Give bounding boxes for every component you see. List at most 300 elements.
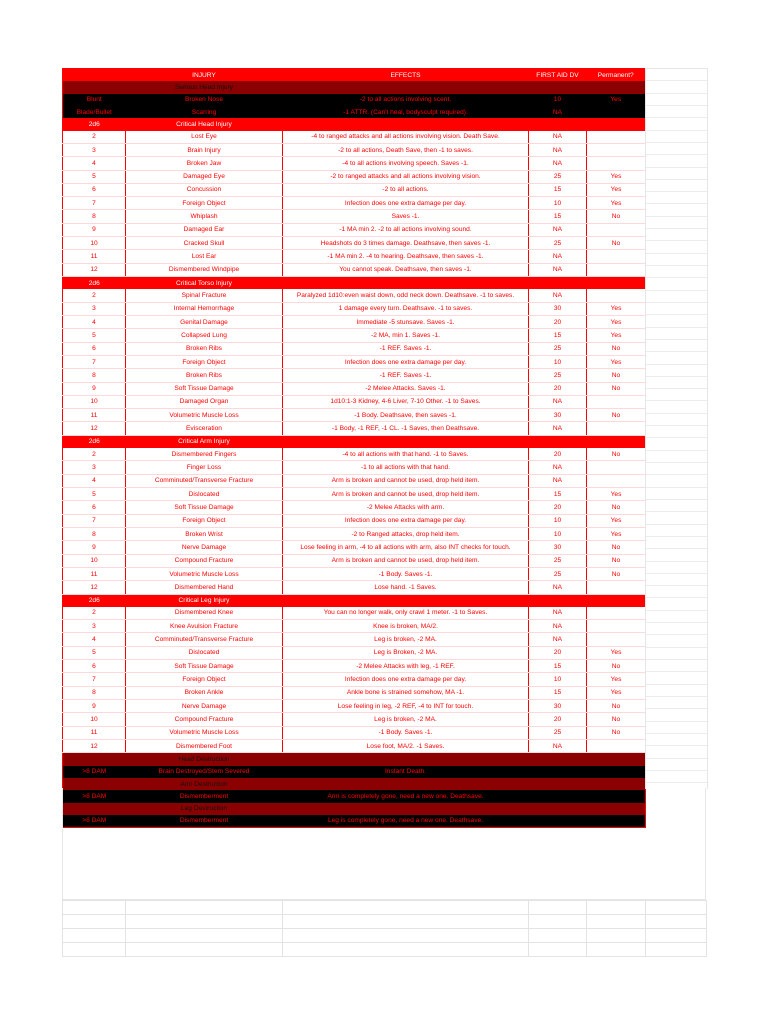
table-row xyxy=(63,183,646,196)
first-aid-cell: 10 xyxy=(529,514,587,527)
section-header-row xyxy=(63,435,646,448)
first-aid-cell: 20 xyxy=(529,501,587,514)
first-aid-cell xyxy=(529,753,587,766)
effects-cell: Headshots do 3 times damage. Deathsave, then saves -1. xyxy=(283,237,529,250)
grid-cell xyxy=(646,648,707,660)
injury-cell: Damaged Organ xyxy=(126,395,283,408)
grid-cell xyxy=(646,118,707,130)
effects-cell: -2 to all actions involving scent. xyxy=(283,94,529,106)
table-row xyxy=(63,223,646,236)
grid-cell xyxy=(646,488,707,500)
first-aid-cell: 15 xyxy=(529,660,587,673)
permanent-cell xyxy=(587,395,646,408)
effects-cell: Lose feeling in leg, -2 REF, -4 to INT for touch. xyxy=(283,700,529,713)
grid-cell xyxy=(646,426,707,438)
permanent-cell: Yes xyxy=(587,183,646,196)
permanent-cell: Yes xyxy=(587,673,646,686)
injury-cell: Spinal Fracture xyxy=(126,289,283,302)
subsection-row xyxy=(63,753,646,766)
empty-spreadsheet-area xyxy=(62,788,706,900)
table-row xyxy=(63,448,646,461)
grid-cell xyxy=(646,598,707,610)
roll-cell: 12 xyxy=(63,581,126,594)
injury-cell: Critical Head Injury xyxy=(126,118,283,130)
effects-cell: Instant Death. xyxy=(283,766,529,778)
grid-cell xyxy=(646,328,707,340)
grid-cell xyxy=(646,685,707,697)
roll-cell: 3 xyxy=(63,143,126,156)
first-aid-cell: 30 xyxy=(529,409,587,422)
permanent-cell: Yes xyxy=(587,355,646,368)
permanent-cell: No xyxy=(587,700,646,713)
injury-cell: Collapsed Lung xyxy=(126,329,283,342)
effects-cell: -2 MA, min 1. Saves -1. xyxy=(283,329,529,342)
roll-cell: 8 xyxy=(63,369,126,382)
injury-cell: Serious Head Injury xyxy=(126,81,283,93)
injury-cell: Soft Tissue Damage xyxy=(126,660,283,673)
permanent-cell: Yes xyxy=(587,315,646,328)
roll-cell: 5 xyxy=(63,488,126,501)
grid-cell xyxy=(646,438,707,450)
grid-cell xyxy=(646,81,707,93)
roll-cell: 5 xyxy=(63,329,126,342)
permanent-cell xyxy=(587,581,646,594)
permanent-cell: No xyxy=(587,660,646,673)
injury-cell: Scarring xyxy=(126,106,283,118)
permanent-cell xyxy=(587,81,646,93)
permanent-cell: Yes xyxy=(587,302,646,315)
effects-cell: Leg is Broken, -2 MA. xyxy=(283,646,529,659)
first-aid-cell: 30 xyxy=(529,541,587,554)
effects-cell: -1 MA min 2. -2 to all actions involving sound. xyxy=(283,223,529,236)
injury-cell: Dislocated xyxy=(126,488,283,501)
permanent-cell xyxy=(587,607,646,620)
section-header-row xyxy=(63,277,646,290)
permanent-cell xyxy=(587,435,646,448)
permanent-cell xyxy=(587,594,646,607)
table-row xyxy=(63,527,646,540)
header-permanent: Permanent? xyxy=(587,69,646,82)
injury-cell: Brain Destroyed/Stem Severed xyxy=(126,766,283,778)
roll-cell: 9 xyxy=(63,700,126,713)
permanent-cell xyxy=(587,620,646,633)
grid-cell xyxy=(646,635,707,647)
damage-row xyxy=(63,106,646,118)
injury-cell: Dislocated xyxy=(126,646,283,659)
first-aid-cell: 25 xyxy=(529,726,587,739)
roll-cell: 2d6 xyxy=(63,594,126,607)
grid-cell xyxy=(646,315,707,327)
effects-cell: You can no longer walk, only crawl 1 meter. -1 to Saves. xyxy=(283,607,529,620)
first-aid-cell: 20 xyxy=(529,448,587,461)
roll-cell: 4 xyxy=(63,157,126,170)
table-row xyxy=(63,197,646,210)
first-aid-cell: 25 xyxy=(529,237,587,250)
permanent-cell: No xyxy=(587,501,646,514)
first-aid-cell: 10 xyxy=(529,673,587,686)
injury-cell: Dismembered Windpipe xyxy=(126,263,283,276)
injury-cell: Internal Hemorrhage xyxy=(126,302,283,315)
effects-cell: -1 ATTR. (Can't heal, bodysculpt required). xyxy=(283,106,529,118)
roll-cell: 9 xyxy=(63,541,126,554)
first-aid-cell: NA xyxy=(529,422,587,435)
effects-cell: Leg is broken, -2 MA. xyxy=(283,713,529,726)
table-row xyxy=(63,422,646,435)
roll-cell: 2 xyxy=(63,448,126,461)
roll-cell: 8 xyxy=(63,210,126,223)
first-aid-cell: 15 xyxy=(529,183,587,196)
roll-cell: 2d6 xyxy=(63,435,126,448)
permanent-cell: No xyxy=(587,342,646,355)
first-aid-cell: NA xyxy=(529,143,587,156)
effects-cell: -2 Melee Attacks. Saves -1. xyxy=(283,382,529,395)
roll-cell: 11 xyxy=(63,409,126,422)
grid-cell xyxy=(646,611,707,623)
injury-cell: Dismembered Hand xyxy=(126,581,283,594)
table-row xyxy=(63,131,646,144)
effects-cell xyxy=(283,118,529,130)
table-row xyxy=(63,726,646,739)
first-aid-cell: 30 xyxy=(529,700,587,713)
first-aid-cell: NA xyxy=(529,581,587,594)
effects-cell: -2 to all actions. xyxy=(283,183,529,196)
header-effects: EFFECTS xyxy=(283,69,529,82)
first-aid-cell: 25 xyxy=(529,554,587,567)
injury-cell: Head Destruction xyxy=(126,753,283,766)
permanent-cell: No xyxy=(587,713,646,726)
grid-cell xyxy=(646,463,707,475)
grid-cell xyxy=(646,746,707,758)
grid-cell xyxy=(646,94,707,106)
injury-cell: Nerve Damage xyxy=(126,700,283,713)
permanent-cell: No xyxy=(587,210,646,223)
first-aid-cell: NA xyxy=(529,131,587,144)
grid-cell xyxy=(646,709,707,721)
first-aid-cell: NA xyxy=(529,106,587,118)
permanent-cell xyxy=(587,422,646,435)
effects-cell: Leg is completely gone, need a new one. Deathsave. xyxy=(283,815,529,828)
injury-cell: Broken Ribs xyxy=(126,369,283,382)
effects-cell: Infection does one extra damage per day. xyxy=(283,197,529,210)
effects-cell: Infection does one extra damage per day. xyxy=(283,673,529,686)
first-aid-cell: 10 xyxy=(529,355,587,368)
first-aid-cell xyxy=(529,594,587,607)
injury-cell: Broken Ankle xyxy=(126,686,283,699)
first-aid-cell: 15 xyxy=(529,329,587,342)
injury-cell: Broken Wrist xyxy=(126,527,283,540)
injury-cell: Dismembered Foot xyxy=(126,739,283,752)
effects-cell: -2 Melee Attacks with arm. xyxy=(283,501,529,514)
permanent-cell xyxy=(587,118,646,130)
grid-cell xyxy=(646,155,707,167)
injury-cell: Dismemberment xyxy=(126,815,283,828)
grid-cell xyxy=(646,722,707,734)
first-aid-cell: NA xyxy=(529,739,587,752)
injury-cell: Volumetric Muscle Loss xyxy=(126,567,283,580)
roll-cell: 7 xyxy=(63,197,126,210)
grid-cell xyxy=(646,500,707,512)
grid-cell xyxy=(646,340,707,352)
first-aid-cell: NA xyxy=(529,461,587,474)
effects-cell: -4 to ranged attacks and all actions involving vision. Death Save. xyxy=(283,131,529,144)
roll-cell: 7 xyxy=(63,514,126,527)
effects-cell: Lose hand. -1 Saves. xyxy=(283,581,529,594)
injury-cell: Foreign Object xyxy=(126,197,283,210)
first-aid-cell: 20 xyxy=(529,315,587,328)
grid-cell xyxy=(646,131,707,143)
injury-cell: Cracked Skull xyxy=(126,237,283,250)
table-row xyxy=(63,369,646,382)
effects-cell: Infection does one extra damage per day. xyxy=(283,514,529,527)
permanent-cell: Yes xyxy=(587,197,646,210)
injury-cell: Foreign Object xyxy=(126,673,283,686)
roll-cell: 12 xyxy=(63,422,126,435)
permanent-cell: No xyxy=(587,541,646,554)
grid-cell xyxy=(646,623,707,635)
grid-cell xyxy=(646,759,707,771)
damage-row xyxy=(63,766,646,778)
first-aid-cell: 10 xyxy=(529,527,587,540)
injury-cell: Evisceration xyxy=(126,422,283,435)
table-row xyxy=(63,237,646,250)
injury-cell: Knee Avulsion Fracture xyxy=(126,620,283,633)
table-row xyxy=(63,660,646,673)
permanent-cell: No xyxy=(587,409,646,422)
permanent-cell xyxy=(587,143,646,156)
roll-cell: 4 xyxy=(63,633,126,646)
permanent-cell: No xyxy=(587,237,646,250)
permanent-cell xyxy=(587,277,646,290)
permanent-cell xyxy=(587,461,646,474)
first-aid-cell xyxy=(529,81,587,93)
first-aid-cell xyxy=(529,118,587,130)
table-row xyxy=(63,395,646,408)
table-row xyxy=(63,250,646,263)
table-row xyxy=(63,382,646,395)
injury-cell: Brain Injury xyxy=(126,143,283,156)
first-aid-cell: 15 xyxy=(529,210,587,223)
table-row xyxy=(63,289,646,302)
permanent-cell: Yes xyxy=(587,527,646,540)
permanent-cell xyxy=(587,263,646,276)
table-row xyxy=(63,501,646,514)
grid-cell xyxy=(646,475,707,487)
permanent-cell xyxy=(587,633,646,646)
grid-cell xyxy=(646,278,707,290)
roll-cell: 10 xyxy=(63,713,126,726)
effects-cell: 1d10:1-3 Kidney, 4-6 Liver, 7-10 Other. -1 to Saves. xyxy=(283,395,529,408)
permanent-cell: Yes xyxy=(587,488,646,501)
permanent-cell xyxy=(587,157,646,170)
first-aid-cell: NA xyxy=(529,620,587,633)
permanent-cell xyxy=(587,223,646,236)
empty-spreadsheet-rows xyxy=(62,900,707,957)
injury-cell: Volumetric Muscle Loss xyxy=(126,726,283,739)
effects-cell: Lose foot, MA/2. -1 Saves. xyxy=(283,739,529,752)
grid-cell xyxy=(646,365,707,377)
first-aid-cell xyxy=(529,277,587,290)
table-row xyxy=(63,620,646,633)
effects-cell: -1 Body, -1 REF, -1 CL. -1 Saves, then Deathsave. xyxy=(283,422,529,435)
permanent-cell: Yes xyxy=(587,329,646,342)
effects-cell: Saves -1. xyxy=(283,210,529,223)
grid-cell xyxy=(646,204,707,216)
roll-cell: Blunt xyxy=(63,94,126,106)
effects-cell: Paralyzed 1d10:even waist down, odd neck down. Deathsave. -1 to saves. xyxy=(283,289,529,302)
permanent-cell xyxy=(587,474,646,487)
first-aid-cell: NA xyxy=(529,633,587,646)
injury-cell: Damaged Ear xyxy=(126,223,283,236)
table-row xyxy=(63,646,646,659)
table-row xyxy=(63,739,646,752)
header-injury: INJURY xyxy=(126,69,283,82)
roll-cell xyxy=(63,81,126,93)
effects-cell: -1 to all actions with that hand. xyxy=(283,461,529,474)
first-aid-cell: 10 xyxy=(529,197,587,210)
effects-cell xyxy=(283,81,529,93)
roll-cell: 7 xyxy=(63,673,126,686)
roll-cell: 9 xyxy=(63,223,126,236)
injury-cell: Lost Eye xyxy=(126,131,283,144)
effects-cell: Immediate -5 stunsave. Saves -1. xyxy=(283,315,529,328)
roll-cell: 8 xyxy=(63,527,126,540)
first-aid-cell xyxy=(529,435,587,448)
permanent-cell: Yes xyxy=(587,170,646,183)
first-aid-cell: 15 xyxy=(529,686,587,699)
table-row xyxy=(63,461,646,474)
roll-cell: 2 xyxy=(63,289,126,302)
permanent-cell xyxy=(587,289,646,302)
roll-cell: 2 xyxy=(63,131,126,144)
grid-cell xyxy=(646,451,707,463)
grid-cell xyxy=(646,180,707,192)
first-aid-cell: 25 xyxy=(529,170,587,183)
effects-cell: Arm is completely gone, need a new one. Deathsave. xyxy=(283,790,529,802)
first-aid-cell: 20 xyxy=(529,646,587,659)
roll-cell: 6 xyxy=(63,501,126,514)
roll-cell: 4 xyxy=(63,474,126,487)
roll-cell: >8 DAM xyxy=(63,790,126,802)
subsection-row xyxy=(63,81,646,93)
injury-cell: Leg Destruction xyxy=(126,803,283,815)
injury-cell: Arm Destruction xyxy=(126,778,283,790)
injury-cell: Broken Ribs xyxy=(126,342,283,355)
roll-cell: >8 DAM xyxy=(63,815,126,828)
table-row xyxy=(63,263,646,276)
section-header-row xyxy=(63,118,646,130)
injury-cell: Nerve Damage xyxy=(126,541,283,554)
injury-cell: Concussion xyxy=(126,183,283,196)
grid-cell xyxy=(646,771,707,783)
table-row xyxy=(63,143,646,156)
roll-cell: 12 xyxy=(63,263,126,276)
permanent-cell: No xyxy=(587,382,646,395)
roll-cell: 9 xyxy=(63,382,126,395)
roll-cell xyxy=(63,753,126,766)
roll-cell: 12 xyxy=(63,739,126,752)
grid-cell xyxy=(646,697,707,709)
first-aid-cell: NA xyxy=(529,474,587,487)
grid-cell xyxy=(646,303,707,315)
injury-cell: Critical Arm Injury xyxy=(126,435,283,448)
empty-row xyxy=(63,915,707,929)
injury-rows xyxy=(63,81,646,827)
grid-cell xyxy=(646,106,707,118)
injury-cell: Broken Nose xyxy=(126,94,283,106)
grid-cell xyxy=(646,549,707,561)
grid-cell xyxy=(646,562,707,574)
first-aid-cell: 30 xyxy=(529,302,587,315)
grid-cell xyxy=(646,734,707,746)
table-row xyxy=(63,342,646,355)
grid-cell xyxy=(646,574,707,586)
table-row xyxy=(63,541,646,554)
permanent-cell xyxy=(587,250,646,263)
grid-cell xyxy=(646,537,707,549)
first-aid-cell: 25 xyxy=(529,567,587,580)
grid-cell xyxy=(646,168,707,180)
first-aid-cell: 10 xyxy=(529,94,587,106)
effects-cell: Infection does one extra damage per day. xyxy=(283,355,529,368)
permanent-cell xyxy=(587,766,646,778)
grid-cell xyxy=(646,414,707,426)
effects-cell xyxy=(283,435,529,448)
table-row xyxy=(63,488,646,501)
grid-cell xyxy=(646,192,707,204)
effects-cell: -2 to all actions, Death Save, then -1 to saves. xyxy=(283,143,529,156)
roll-cell: 11 xyxy=(63,250,126,263)
grid-cell xyxy=(646,672,707,684)
injury-cell: Dismembered Fingers xyxy=(126,448,283,461)
effects-cell: Leg is broken, -2 MA. xyxy=(283,633,529,646)
spreadsheet-grid-right xyxy=(645,68,708,789)
permanent-cell: Yes xyxy=(587,94,646,106)
injury-cell: Compound Fracture xyxy=(126,713,283,726)
grid-cell xyxy=(646,69,707,81)
effects-cell: -1 MA min 2. -4 to hearing. Deathsave, then saves -1. xyxy=(283,250,529,263)
effects-cell: -4 to all actions with that hand. -1 to Saves. xyxy=(283,448,529,461)
grid-cell xyxy=(646,143,707,155)
damage-row xyxy=(63,94,646,106)
first-aid-cell: NA xyxy=(529,289,587,302)
section-header-row xyxy=(63,594,646,607)
injury-cell: Critical Leg Injury xyxy=(126,594,283,607)
permanent-cell: No xyxy=(587,567,646,580)
table-row xyxy=(63,633,646,646)
table-row xyxy=(63,409,646,422)
first-aid-cell: NA xyxy=(529,157,587,170)
first-aid-cell xyxy=(529,766,587,778)
first-aid-cell: 20 xyxy=(529,713,587,726)
table-row xyxy=(63,302,646,315)
table-row xyxy=(63,514,646,527)
table-row xyxy=(63,170,646,183)
grid-cell xyxy=(646,512,707,524)
grid-cell xyxy=(646,229,707,241)
injury-cell: Damaged Eye xyxy=(126,170,283,183)
first-aid-cell: NA xyxy=(529,223,587,236)
effects-cell xyxy=(283,277,529,290)
grid-cell xyxy=(646,241,707,253)
grid-cell xyxy=(646,291,707,303)
grid-cell xyxy=(646,217,707,229)
first-aid-cell: NA xyxy=(529,395,587,408)
roll-cell: 3 xyxy=(63,461,126,474)
roll-cell: Blade/Bullet xyxy=(63,106,126,118)
effects-cell: 1 damage every turn. Deathsave. -1 to saves. xyxy=(283,302,529,315)
grid-cell xyxy=(646,401,707,413)
effects-cell: -4 to all actions involving speech. Saves -1. xyxy=(283,157,529,170)
